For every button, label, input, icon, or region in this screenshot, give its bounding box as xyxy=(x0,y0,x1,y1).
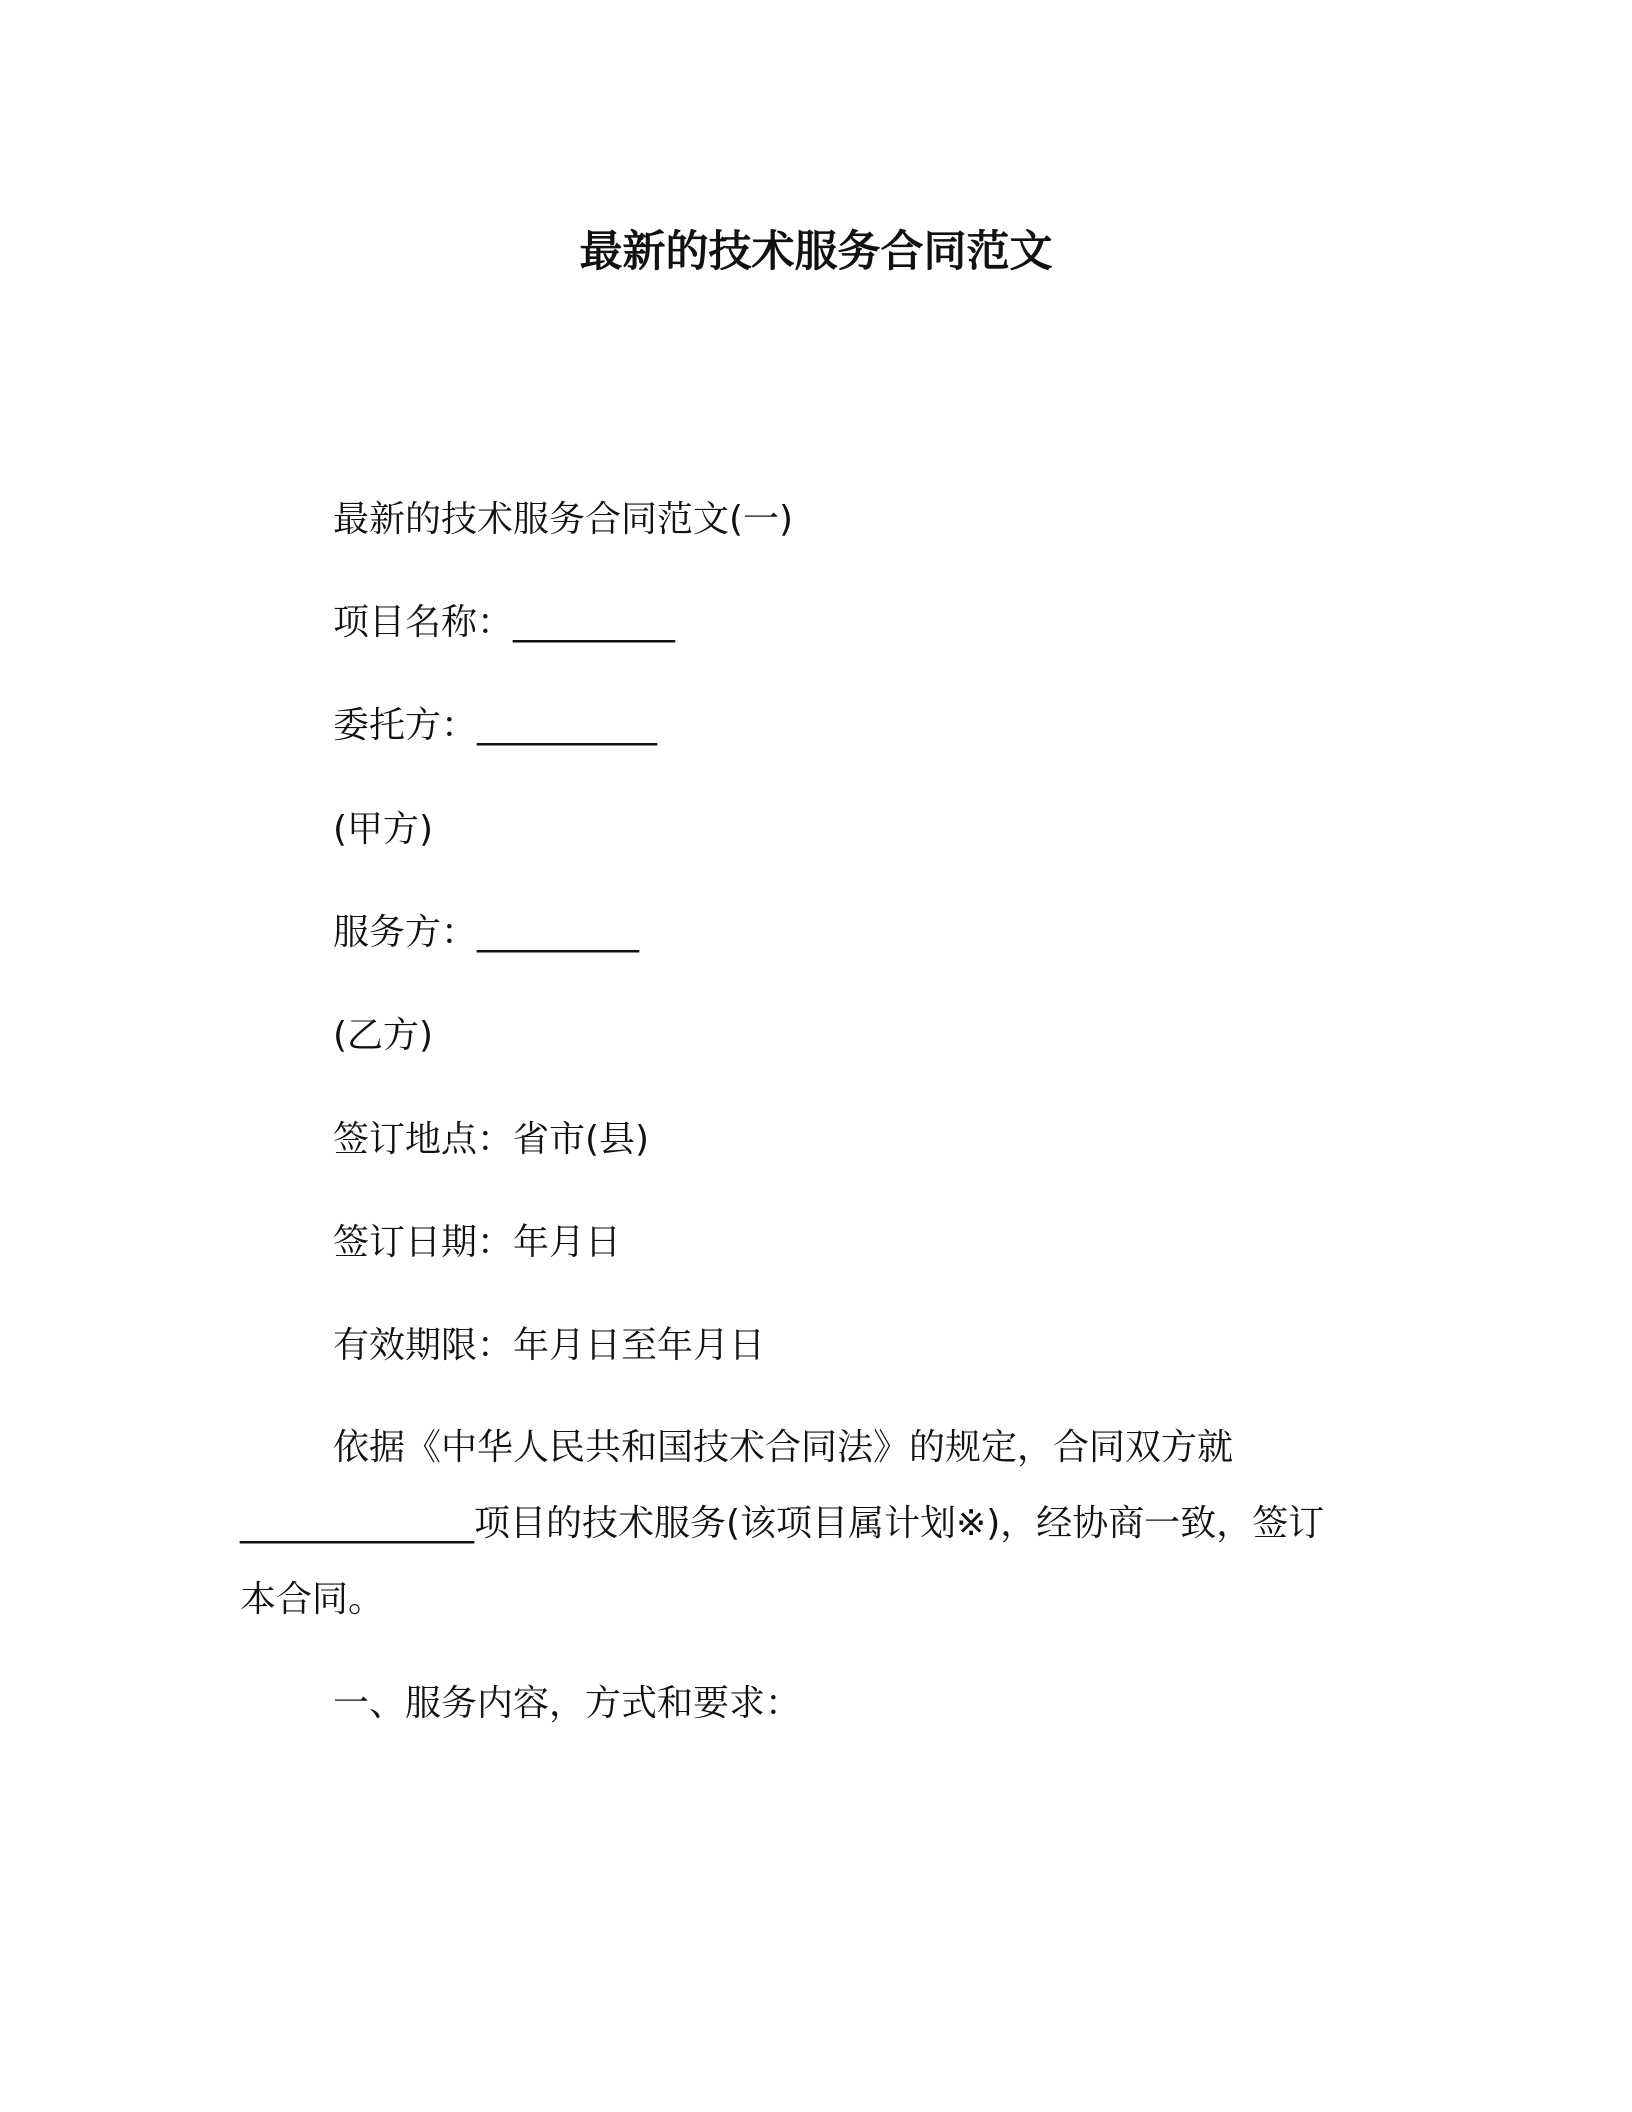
section-heading: 一、服务内容，方式和要求： xyxy=(333,1683,802,1724)
basis-paragraph-line-1: 依据《中华人民共和国技术合同法》的规定，合同双方就 xyxy=(333,1427,1234,1468)
document-title: 最新的技术服务合同范文 xyxy=(579,227,1053,277)
basis-paragraph-line-2: _____________项目的技术服务(该项目属计划※)，经协商一致，签订 xyxy=(240,1503,1325,1544)
validity-period-line: 有效期限：年月日至年月日 xyxy=(333,1325,766,1366)
signing-place-line: 签订地点：省市(县) xyxy=(333,1119,650,1160)
provider-line: 服务方：_________ xyxy=(333,912,640,953)
party-b-line: (乙方) xyxy=(333,1015,434,1056)
client-line: 委托方：__________ xyxy=(333,705,658,746)
subtitle-line: 最新的技术服务合同范文(一) xyxy=(333,499,794,540)
signing-date-line: 签订日期：年月日 xyxy=(333,1222,622,1263)
basis-paragraph-line-3: 本合同。 xyxy=(240,1579,385,1620)
party-a-line: (甲方) xyxy=(333,809,434,850)
basis-paragraph xyxy=(240,1410,1380,1638)
project-name-line: 项目名称：_________ xyxy=(333,602,676,643)
